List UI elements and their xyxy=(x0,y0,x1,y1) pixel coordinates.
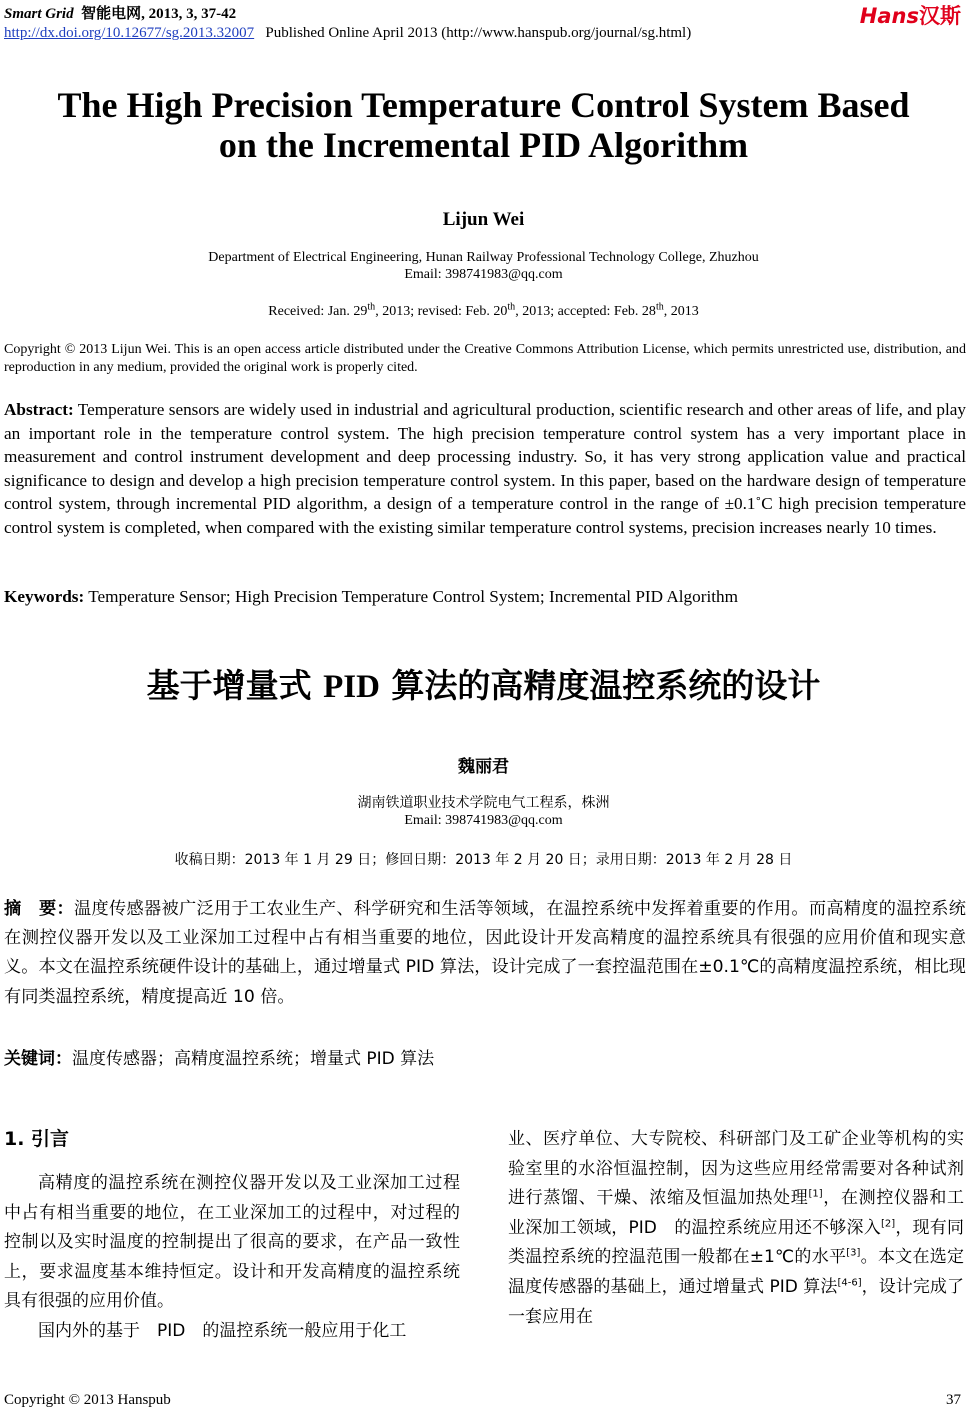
keywords-en xyxy=(4,587,966,607)
title-en-line2: on the Incremental PID Algorithm xyxy=(218,125,749,165)
title-en-line1: The High Precision Temperature Control System Based xyxy=(57,85,910,125)
keywords-cn-label: 关键词： xyxy=(4,1049,72,1069)
abstract-cn-text: 温度传感器被广泛用于工农业生产、科学研究和生活等领域，在温控系统中发挥着重要的作用。而高精度的温控系统在测控仪器开发以及工业深加工过程中占有相当重要的地位，因此设计开发高精度的温控系统具有很强的应用价值和现实意义。本文在温控系统硬件设计的基础上，通过增量式 PID 算法，设计完成了一套控温范围在±0.1℃的高精度温控系统，相比现有同类温控系统，精度提高近 10 倍。 xyxy=(4,899,966,1007)
abstract-cn-label: 摘 要： xyxy=(4,899,74,919)
footer-copyright: Copyright © 2013 Hanspub xyxy=(4,1392,171,1408)
paper-title-cn: 基于增量式 PID 算法的高精度温控系统的设计 xyxy=(146,666,821,705)
published-online: Published Online April 2013 (http://www.hanspub.org/journal/sg.html) xyxy=(265,25,692,41)
intro-paragraph-1: 高精度的温控系统在测控仪器开发以及工业深加工过程中占有相当重要的地位，在工业深加工的过程中，对过程的控制以及实时温度的控制提出了很高的要求，在产品一致性上，要求温度基本维持恒定。设计和开发高精度的温控系统具有很强的应用价值。 xyxy=(4,1173,460,1312)
affiliation-en: Department of Electrical Engineering, Hunan Railway Professional Technology College, Zhuzhou xyxy=(208,250,759,265)
citation-3[interactable]: [3] xyxy=(846,1247,861,1259)
publisher-logo xyxy=(860,0,961,30)
column-right xyxy=(508,1125,964,1332)
page-number: 37 xyxy=(946,1392,961,1408)
abstract-label: Abstract: xyxy=(4,400,74,419)
copyright-notice: Copyright © 2013 Lijun Wei. This is an open access article distributed under the Creative Commons Attribution License, which permits unrestricted use, distribution, and reproduction in any medium, provided the original work is properly cited. xyxy=(4,342,966,375)
author-cn: 魏丽君 xyxy=(458,757,509,777)
journal-name: Smart Grid xyxy=(4,6,74,22)
citation-4-6[interactable]: [4-6] xyxy=(837,1277,862,1289)
keywords-label: Keywords: xyxy=(4,587,85,606)
abstract-cn xyxy=(4,895,966,1012)
paper-title-en xyxy=(0,85,967,165)
intro-paragraph-2: 国内外的基于 PID 的温控系统一般应用于化工 xyxy=(38,1320,407,1341)
logo-cn: 汉斯 xyxy=(919,4,961,28)
author-en: Lijun Wei xyxy=(442,209,525,230)
doi-line xyxy=(4,25,691,42)
citation-1[interactable]: [1] xyxy=(808,1188,823,1200)
abstract-text: Temperature sensors are widely used in industrial and agricultural production, scientific research and other areas of life, and play an important role in the temperature control system. The high precision temperature control system has a very important place in measurement and control instrument development and deep processing industry. So, it has very strong application value and practical significance to design and develop a high precision temperature control system. In this paper, based on the hardware design of temperature control system, through incremental PID algorithm, a design of a temperature control in the range of ±0.1˚C high precision temperature control system is completed, when compared with the existing similar temperature control systems, precision increases nearly 10 times. xyxy=(4,400,966,537)
keywords-text: Temperature Sensor; High Precision Temperature Control System; Incremental PID Algorithm xyxy=(88,587,738,606)
keywords-cn xyxy=(4,1044,966,1069)
journal-issue: 智能电网, 2013, 3, 37-42 xyxy=(81,6,237,22)
received-dates-en: Received: Jan. 29th, 2013; revised: Feb. 20th, 2013; accepted: Feb. 28th, 2013 xyxy=(268,301,699,319)
email-cn: Email: 398741983@qq.com xyxy=(404,813,563,828)
section-heading-intro: 1. 引言 xyxy=(4,1128,70,1150)
received-dates-cn: 收稿日期：2013 年 1 月 29 日；修回日期：2013 年 2 月 20 日；录用日期：2013 年 2 月 28 日 xyxy=(174,852,793,868)
journal-header xyxy=(4,2,236,23)
email-en: Email: 398741983@qq.com xyxy=(404,267,563,282)
doi-link[interactable]: http://dx.doi.org/10.12677/sg.2013.32007 xyxy=(4,25,255,41)
keywords-cn-text: 温度传感器；高精度温控系统；增量式 PID 算法 xyxy=(72,1049,435,1069)
abstract-en xyxy=(4,398,966,540)
affiliation-cn: 湖南铁道职业技术学院电气工程系，株洲 xyxy=(357,795,610,811)
column-left xyxy=(4,1169,460,1347)
logo-en: Hans xyxy=(859,4,919,28)
intro-paragraph-2-cont: 业、医疗单位、大专院校、科研部门及工矿企业等机构的实验室里的水浴恒温控制，因为这些应用经常需要对各种试剂进行蒸馏、干燥、浓缩及恒温加热处理[1]，在测控仪器和工业深加工领域，PID 的温控系统应用还不够深入[2]，现有同类温控系统的控温范围一般都在±1℃的水平[3]。本文在选定温度传感器的基础上，通过增量式 PID 算法[4-6]，设计完成了一套应用在 xyxy=(508,1129,965,1327)
citation-2[interactable]: [2] xyxy=(880,1218,896,1230)
